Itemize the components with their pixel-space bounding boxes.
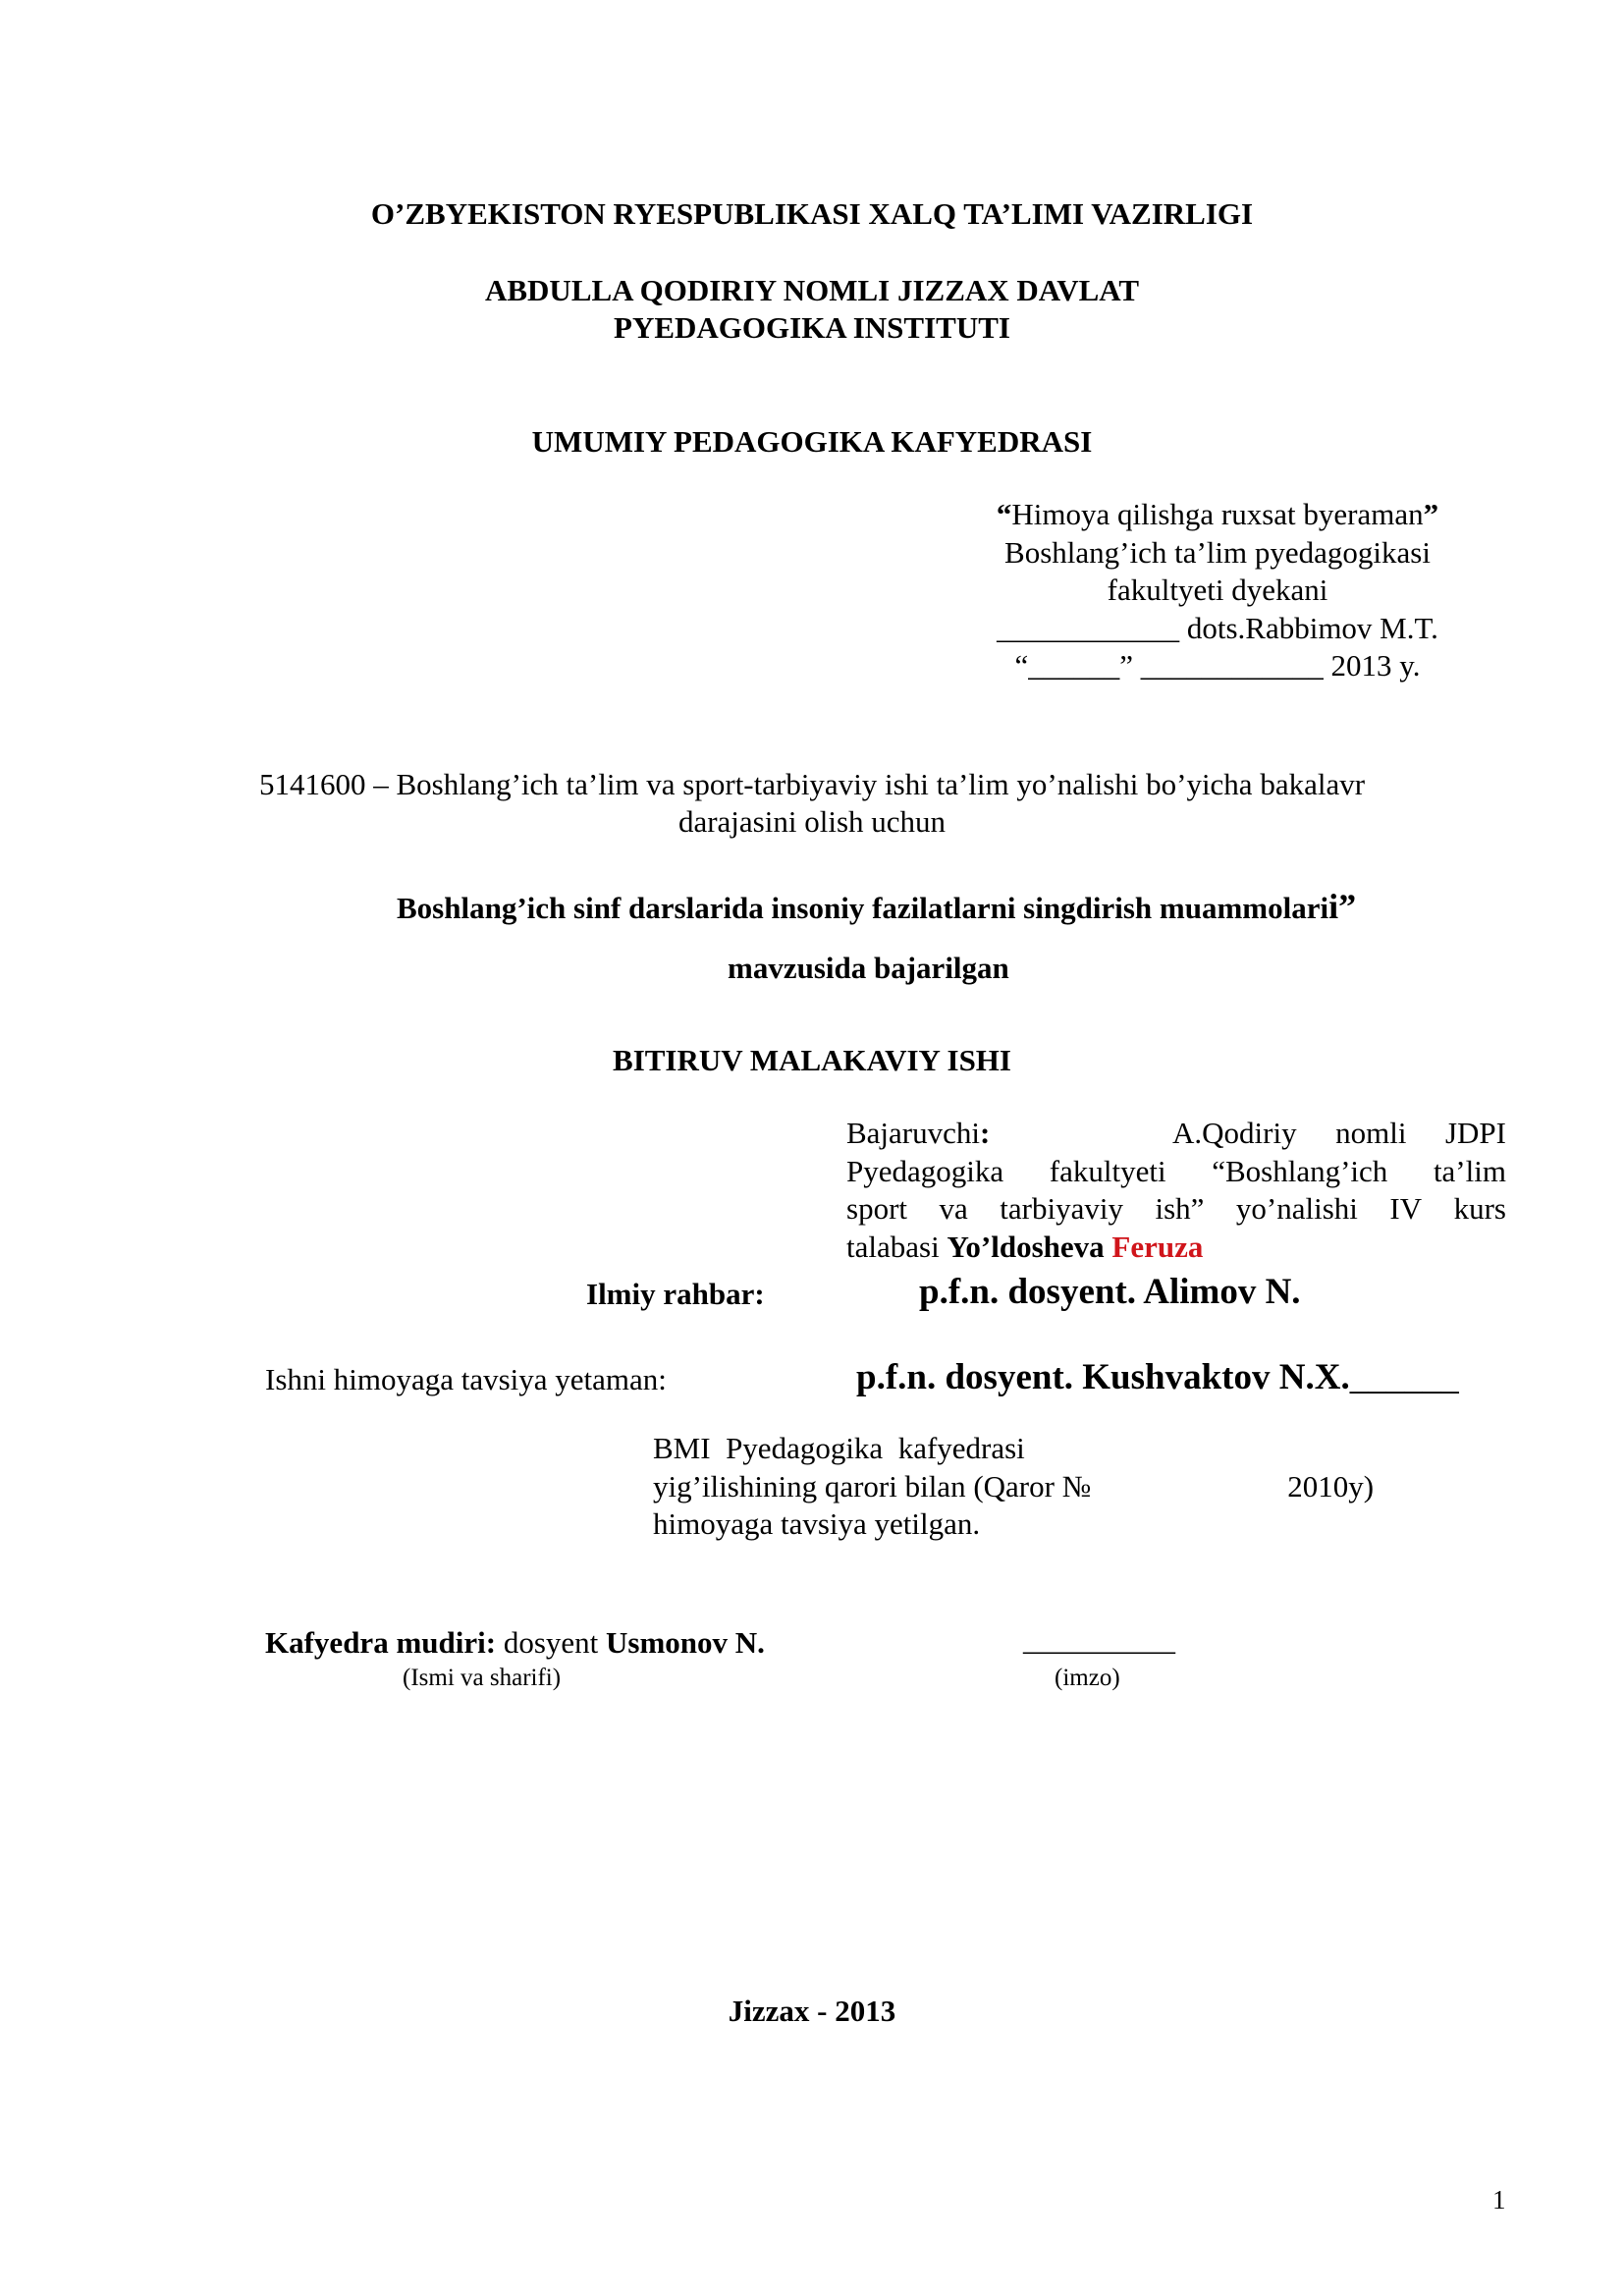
performer-word: ta’lim <box>1433 1153 1506 1188</box>
bmi-line2 <box>653 1468 1374 1506</box>
head-of-department <box>265 1625 765 1661</box>
approval-dean-title: fakultyeti dyekani <box>1107 573 1328 607</box>
approval-date: “______” ____________ 2013 y. <box>1014 648 1421 683</box>
approval-title-text: Himoya qilishga ruxsat byeraman <box>1011 497 1424 531</box>
performer-institute <box>1172 1115 1506 1153</box>
degree-line1: 5141600 – Boshlang’ich ta’lim va sport-tarbiyaviy ishi ta’lim yo’nalishi bo’yicha bakalavr <box>258 767 1366 801</box>
approval-close-quote: ” <box>1423 497 1439 531</box>
institute-heading-line2: PYEDAGOGIKA INSTITUTI <box>614 310 1010 345</box>
approval-open-quote: “ <box>996 497 1012 531</box>
approval-dean-signature: ____________ dots.Rabbimov M.T. <box>997 610 1438 645</box>
city-year: Jizzax - 2013 <box>728 1994 896 2028</box>
performer-word: va <box>939 1191 968 1226</box>
recommend-blank: ______ <box>1349 1357 1459 1397</box>
supervisor-label: Ilmiy rahbar: <box>586 1277 765 1311</box>
recommend-value <box>856 1356 1459 1398</box>
caption-signature: (imzo) <box>1055 1665 1120 1691</box>
approval-block <box>972 496 1463 685</box>
page-number: 1 <box>1492 2185 1506 2214</box>
topic-title-text: Boshlang’ich sinf darslarida insoniy fazilatlarni singdirish muammolari <box>397 891 1329 925</box>
performer-row-2 <box>846 1153 1506 1191</box>
institute-heading-line1: ABDULLA QODIRIY NOMLI JIZZAX DAVLAT <box>484 273 1140 307</box>
supervisor-name: p.f.n. dosyent. Alimov N. <box>919 1272 1301 1312</box>
degree-line2: darajasini olish uchun <box>677 804 947 839</box>
head-rank: dosyent <box>503 1625 599 1660</box>
performer-word: nomli <box>1335 1116 1407 1150</box>
performer-word: fakultyeti <box>1049 1153 1166 1188</box>
performer-word: ish” <box>1155 1191 1205 1226</box>
head-name: Usmonov N. <box>606 1625 765 1660</box>
department-heading: UMUMIY PEDAGOGIKA KAFYEDRASI <box>531 424 1093 459</box>
bmi-block <box>653 1430 1374 1544</box>
performer-word: tarbiyaviy <box>1000 1191 1123 1226</box>
bmi-line3: himoyaga tavsiya yetilgan. <box>653 1506 981 1541</box>
head-label: Kafyedra mudiri: <box>265 1625 497 1660</box>
ministry-heading: O’ZBYEKISTON RYESPUBLIKASI XALQ TA’LIMI VAZIRLIGI <box>370 196 1254 231</box>
performer-row-4 <box>846 1229 1506 1267</box>
approval-faculty: Boshlang’ich ta’lim pyedagogikasi <box>1004 534 1431 570</box>
performer-word: Pyedagogika <box>846 1153 1004 1188</box>
performer-word: IV <box>1389 1191 1423 1226</box>
caption-name: (Ismi va sharifi) <box>403 1665 562 1691</box>
topic-title-end: i” <box>1328 887 1357 926</box>
student-name: Feruza <box>1111 1229 1204 1264</box>
work-type-heading: BITIRUV MALAKAVIY ISHI <box>613 1043 1011 1077</box>
performer-label-text: Bajaruvchi <box>846 1116 981 1150</box>
performer-word: JDPI <box>1444 1116 1506 1150</box>
performer-word: A.Qodiriy <box>1172 1116 1297 1150</box>
bmi-line1: BMI Pyedagogika kafyedrasi <box>653 1431 1025 1465</box>
performer-row-1 <box>846 1115 1506 1153</box>
head-signature-line: __________ <box>1023 1622 1175 1657</box>
recommend-name: p.f.n. dosyent. Kushvaktov N.X. <box>856 1357 1350 1397</box>
recommend-label: Ishni himoyaga tavsiya yetaman: <box>265 1362 667 1396</box>
performer-word: sport <box>846 1191 907 1226</box>
performer-word: yo’nalishi <box>1235 1191 1358 1226</box>
topic-title <box>397 886 1356 927</box>
performer-gap <box>990 1115 1172 1153</box>
performer-word: “Boshlang’ich <box>1212 1153 1388 1188</box>
performer-block <box>846 1115 1506 1266</box>
bmi-line2-text: yig’ilishining qarori bilan (Qaror № <box>653 1468 1092 1503</box>
performer-label-colon: : <box>980 1116 991 1150</box>
performer-word: kurs <box>1453 1191 1506 1226</box>
performer-label <box>846 1115 990 1153</box>
student-surname: Yo’ldosheva <box>947 1229 1105 1264</box>
approval-title <box>972 496 1463 534</box>
performer-row-3 <box>846 1190 1506 1229</box>
performer-prefix: talabasi <box>846 1229 940 1264</box>
bmi-year: 2010y) <box>1287 1468 1375 1503</box>
topic-subtitle: mavzusida bajarilgan <box>728 951 1009 985</box>
